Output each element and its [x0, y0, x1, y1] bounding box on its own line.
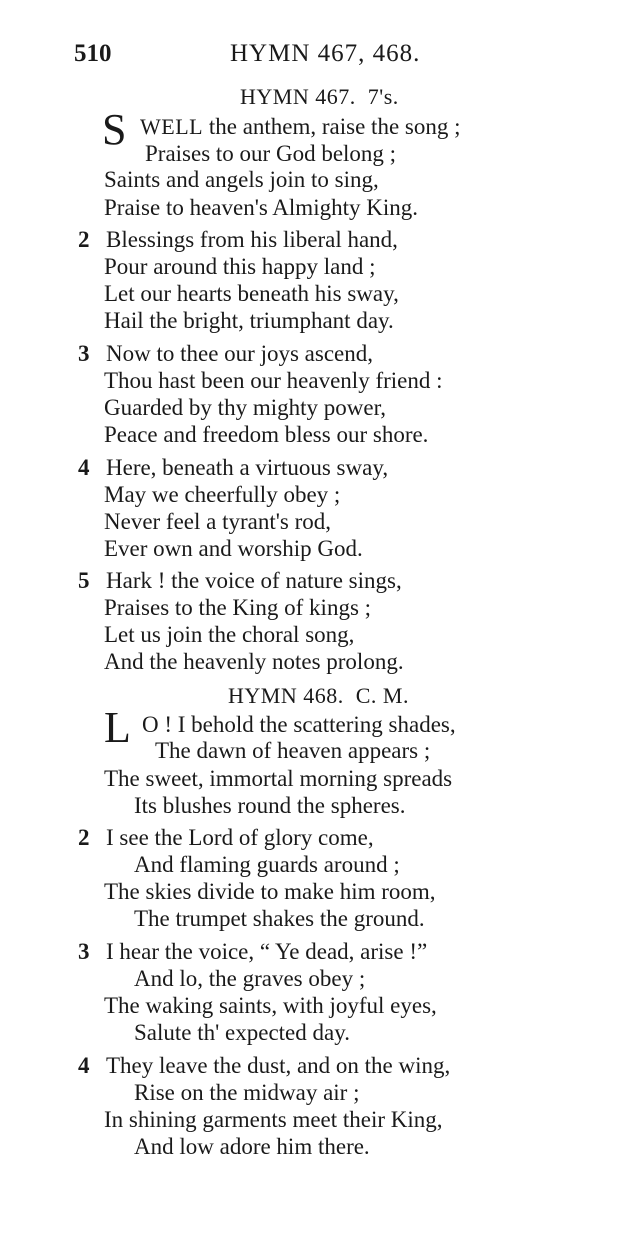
- hymn-468-stanza-3-line-3: The waking saints, with joyful eyes,: [104, 993, 437, 1018]
- hymn-468-stanza-3-number: 3: [78, 939, 90, 964]
- hymn-467-stanza-3-line-4: Peace and freedom bless our shore.: [104, 422, 429, 447]
- hymn-467-stanza-3-line-3: Guarded by thy mighty power,: [104, 395, 387, 420]
- hymn-467-stanza-3-number: 3: [78, 341, 90, 366]
- hymn-467-stanza-4-line-3: Never feel a tyrant's rod,: [104, 509, 332, 534]
- hymn-468-stanza-1-line-1: O ! I behold the scattering shades,: [142, 712, 456, 737]
- hymn-468-stanza-3-line-2: And lo, the graves obey ;: [134, 966, 366, 991]
- hymn-468-stanza-3-line-1: I hear the voice, “ Ye dead, arise !”: [106, 939, 428, 964]
- hymn-467-stanza-2-line-2: Pour around this happy land ;: [104, 254, 376, 279]
- hymn-468-stanza-4-line-1: They leave the dust, and on the wing,: [106, 1053, 451, 1078]
- running-head: HYMN 467, 468.: [230, 40, 421, 67]
- hymn-467-number: HYMN 467.: [240, 84, 356, 109]
- hymn-467-stanza-2-line-4: Hail the bright, triumphant day.: [104, 308, 394, 333]
- hymn-467-first-word: WELL: [140, 114, 204, 139]
- hymn-468-stanza-1-line-4: Its blushes round the spheres.: [134, 793, 406, 818]
- hymn-467-stanza-3-line-2: Thou hast been our heavenly friend :: [104, 368, 443, 393]
- hymn-468-stanza-4-number: 4: [78, 1053, 90, 1078]
- hymn-468-stanza-4-line-4: And low adore him there.: [134, 1134, 370, 1159]
- hymn-468-stanza-2-number: 2: [78, 825, 90, 850]
- hymn-467-dropcap: S: [102, 105, 127, 154]
- hymn-468-title: [228, 683, 409, 709]
- page-number: 510: [74, 40, 112, 67]
- hymn-468-stanza-3-line-4: Salute th' expected day.: [134, 1020, 350, 1045]
- hymn-467-stanza-1-line-3: Saints and angels join to sing,: [104, 167, 379, 192]
- hymn-468-stanza-4-line-3: In shining garments meet their King,: [104, 1107, 443, 1132]
- hymn-467-meter: 7's.: [367, 84, 399, 109]
- hymn-467-stanza-5-line-2: Praises to the King of kings ;: [104, 595, 372, 620]
- hymn-468-stanza-1-line-3: The sweet, immortal morning spreads: [104, 766, 453, 791]
- hymn-467-stanza-2-number: 2: [78, 227, 90, 252]
- hymn-468-stanza-2-line-1: I see the Lord of glory come,: [106, 825, 374, 850]
- hymn-468-stanza-2-line-3: The skies divide to make him room,: [104, 879, 436, 904]
- hymn-468-stanza-2-line-2: And flaming guards around ;: [134, 852, 400, 877]
- hymn-467-stanza-4-line-4: Ever own and worship God.: [104, 536, 363, 561]
- hymn-467-stanza-1-line-4: Praise to heaven's Almighty King.: [104, 195, 418, 220]
- hymn-467-stanza-2-line-1: Blessings from his liberal hand,: [106, 227, 398, 252]
- hymn-468-stanza-4-line-2: Rise on the midway air ;: [134, 1080, 360, 1105]
- hymn-468-stanza-2-line-4: The trumpet shakes the ground.: [134, 906, 425, 931]
- hymn-468-stanza-1-line-2: The dawn of heaven appears ;: [155, 738, 431, 763]
- hymn-467-stanza-4-line-1: Here, beneath a virtuous sway,: [106, 455, 389, 480]
- hymn-468-number: HYMN 468.: [228, 683, 344, 708]
- hymn-467-stanza-5-line-1: Hark ! the voice of nature sings,: [106, 568, 402, 593]
- hymn-467-stanza-4-number: 4: [78, 455, 90, 480]
- hymn-467-stanza-2-line-3: Let our hearts beneath his sway,: [104, 281, 399, 306]
- hymn-467-title: [240, 84, 399, 110]
- hymn-467-stanza-5-line-4: And the heavenly notes prolong.: [104, 649, 404, 674]
- hymn-467-stanza-5-number: 5: [78, 568, 90, 593]
- hymn-468-dropcap: L: [104, 703, 131, 752]
- hymn-468-meter: C. M.: [355, 683, 409, 708]
- hymn-467-stanza-1-line-1: WELL the anthem, raise the song ;: [140, 114, 461, 139]
- hymn-467-stanza-5-line-3: Let us join the choral song,: [104, 622, 355, 647]
- hymn-467-stanza-3-line-1: Now to thee our joys ascend,: [106, 341, 373, 366]
- hymn-467-stanza-4-line-2: May we cheerfully obey ;: [104, 482, 341, 507]
- hymn-467-stanza-1-line-2: Praises to our God belong ;: [145, 141, 397, 166]
